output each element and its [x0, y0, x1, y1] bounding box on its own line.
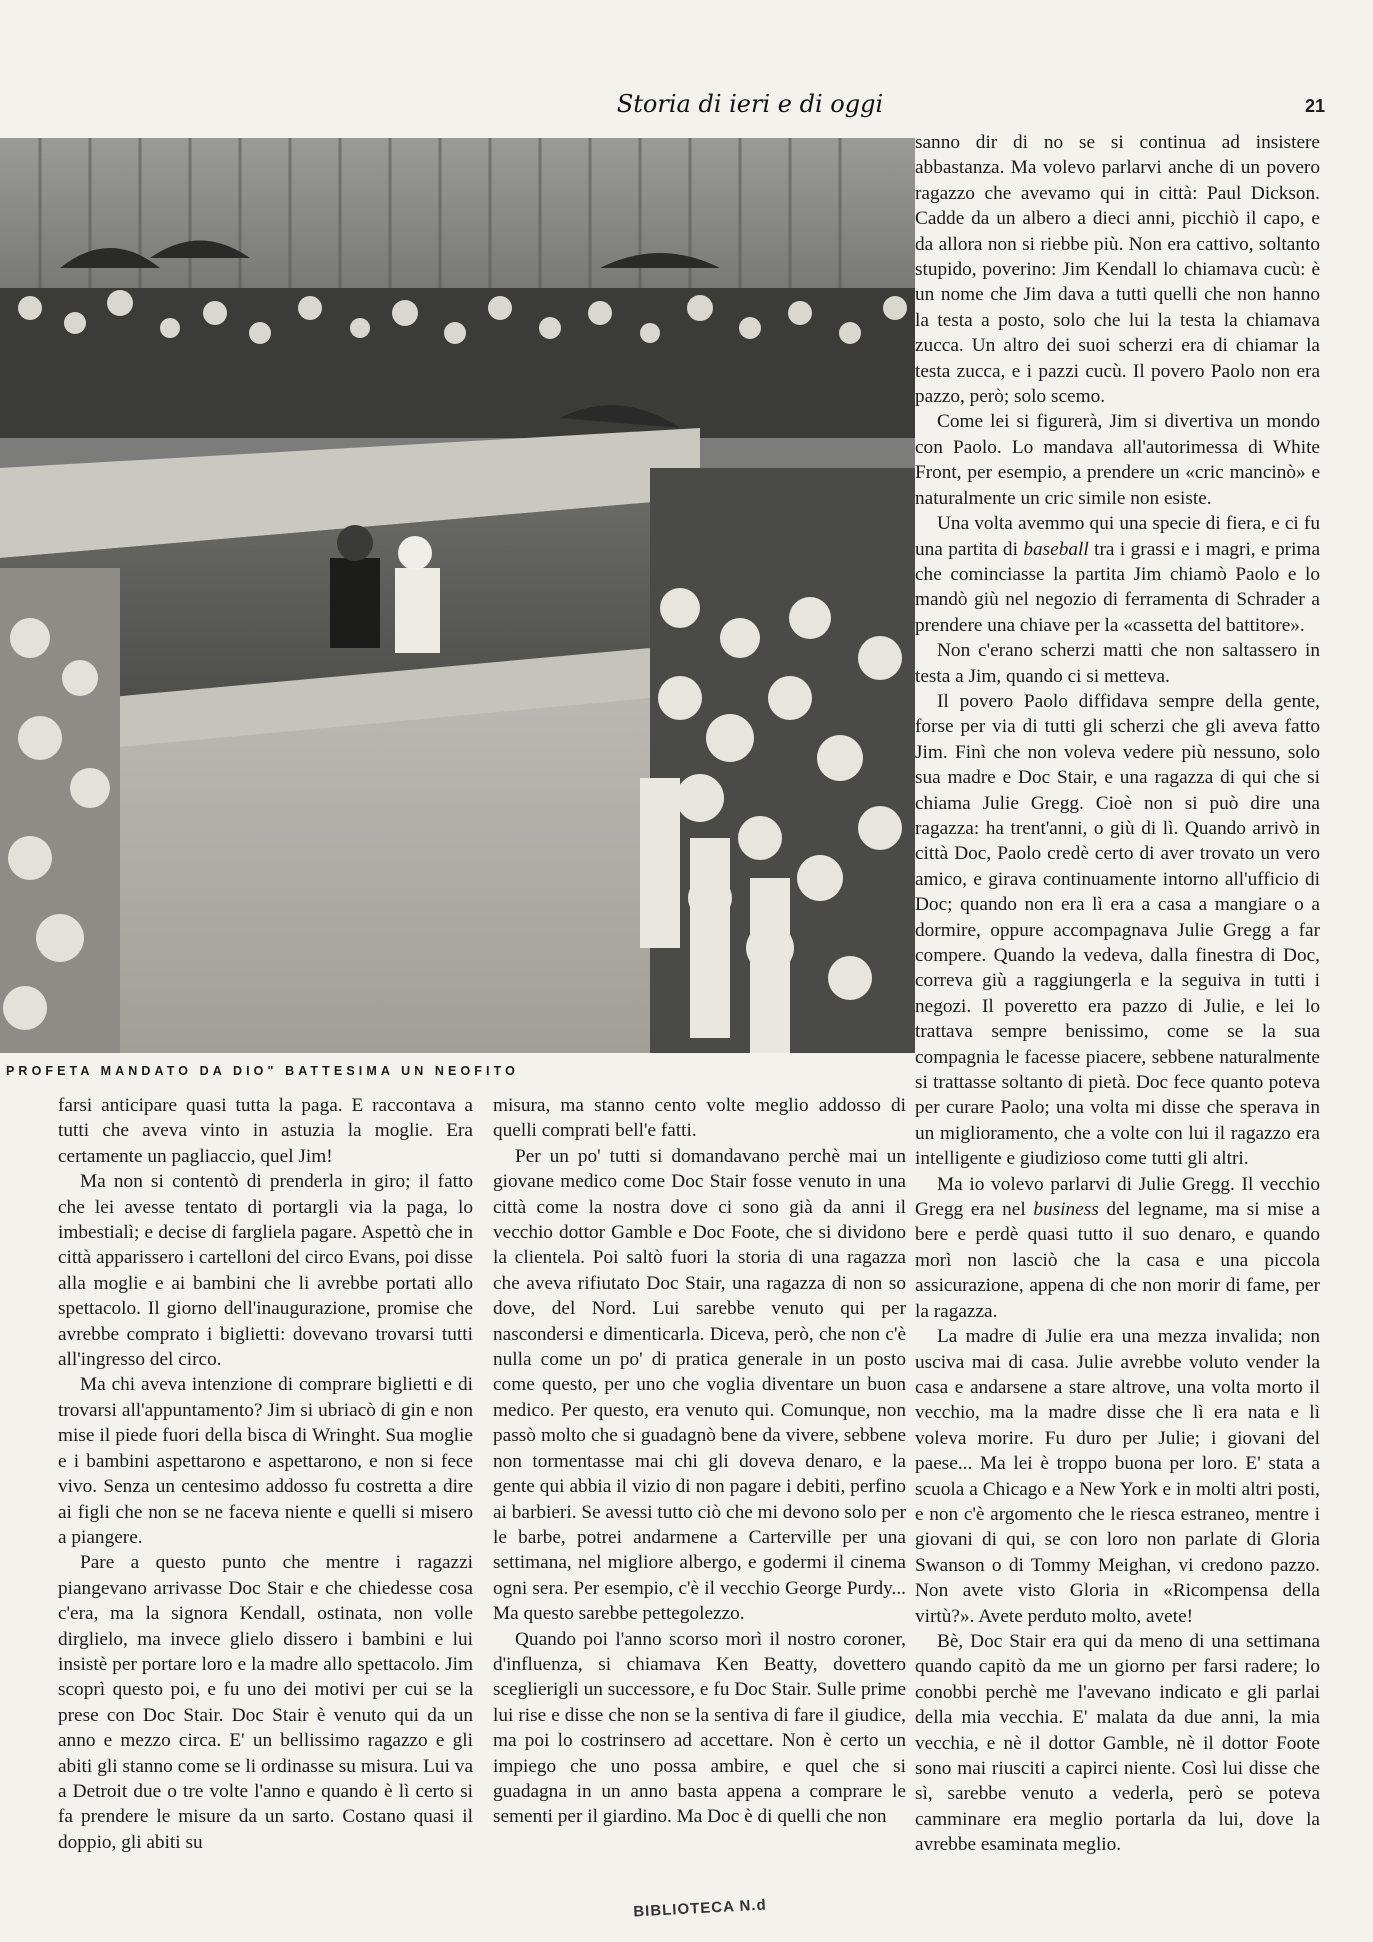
paragraph: Il povero Paolo diffidava sempre della gente, forse per via di tutti gli scherzi che gli aveva fatto Jim. Finì che non voleva vedere più nessuno, solo sua madre e Doc Stair, e una ragazza di qui che si chiama Julie Gregg. Cioè non si può dire una ragazza: ha trent'anni, o giù di lì. Quando arrivò in città Doc, Paolo credè certo di aver trovato un vero amico, e girava continuamente intorno all'ufficio di Doc; quando non era lì era a casa a mangiare o a dormire, oppure accompagnava Julie Gregg a far compere. Quando la vedeva, dalla finestra di Doc, correva giù a raggiungerla e la seguiva in tutti i negozi. Il poveretto era pazzo di Julie, e lei lo trattava sempre benissimo, come se la sua compagnia le facesse piacere, sebbene naturalmente si trattasse soltanto di pietà. Doc fece quanto poteva per curare Paolo; una volta mi disse che sperava in un miglioramento, che a volte con lui il ragazzo era intelligente e giudizioso come tutti gli altri. — [915, 690, 1320, 1170]
paragraph: Come lei si figurerà, Jim si divertiva un mondo con Paolo. Lo mandava all'autorimessa di White Front, per esempio, a prendere un «cric mancinò» e naturalmente un cric simile non esiste. — [915, 411, 1320, 509]
paragraph-text: tra i grassi e i magri, e prima che cominciasse la partita Jim chiamò Paolo e lo mandò giù nel negozio di ferramenta di Schrader a prendere una chiave per la «cassetta del battitore». — [915, 538, 1321, 636]
library-stamp: BIBLIOTECA N.d — [632, 1896, 768, 1921]
paragraph — [915, 511, 1320, 638]
photo-illustration — [0, 138, 915, 1053]
page-number: 21 — [1305, 96, 1326, 116]
paragraph — [915, 1172, 1320, 1324]
paragraph: La madre di Julie era una mezza invalida; non usciva mai di casa. Julie avrebbe voluto vender la casa e andarsene a stare altrove, una volta morto il vecchio, ma la madre disse che lì era nata e lì voleva morire. Fu duro per Julie; i giovani del paese... Ma lei è troppo buona per loro. E' stata a scuola a Chicago e a New York e in molti altri posti, e non c'è argomento che le riesca estraneo, mentre i giovani di qui, se con loro non parlate di Gloria Swanson o di Tommy Meighan, vi credono pazzo. Non avete visto Gloria in «Ricompensa della virtù?». Avete perduto molto, avete! — [915, 1326, 1320, 1627]
text-column-right — [915, 130, 1320, 1858]
paragraph: Per un po' tutti si domandavano perchè mai un giovane medico come Doc Stair fosse venuto in una città come la nostra dove ci sono già da anni il vecchio dottor Gamble e Doc Foote, che si dividono la clientela. Poi saltò fuori la storia di una ragazza che aveva rifiutato Doc Stair, una ragazza di non so dove, del Nord. Lui sarebbe venuto qui per nascondersi e dimenticarla. Diceva, però, che non c'è nulla come un po' di pratica generale in un posto come questo, per uno che voglia diventare un buon medico. Per questo, era venuto qui. Comunque, non passò molto che si guadagnò bene da vivere, sebbene non tormentasse mai chi gli doveva denaro, e la gente qui abbia il vizio di non pagare i debiti, perfino ai barbieri. Se avessi tutto ciò che mi devono solo per le barbe, potrei andarmene a Carterville per una settimana, nel migliore albergo, e godermi il cinema ogni sera. Per esempio, c'è il vecchio George Purdy... Ma questo sarebbe pettegolezzo. — [493, 1145, 906, 1625]
paragraph: Non c'erano scherzi matti che non saltassero in testa a Jim, quando ci si metteva. — [915, 640, 1320, 687]
paragraph-text: Ma io volevo parlarvi di Julie Gregg. Il vecchio Gregg era nel — [915, 1173, 1320, 1221]
baptism-photo — [0, 138, 915, 1053]
italic-term: baseball — [1023, 538, 1089, 560]
paragraph: Ma chi aveva intenzione di comprare biglietti e di trovarsi all'appuntamento? Jim si ubriacò di gin e non mise il piede fuori della bisca di Wringht. Sua moglie e i bambini aspettarono e aspettarono, e non si fece vivo. Senza un centesimo addosso fu costretta a dire ai figli che non se ne faceva niente e quelli si misero a piangere. — [58, 1374, 473, 1548]
paragraph: sanno dir di no se si continua ad insistere abbastanza. Ma volevo parlarvi anche di un povero ragazzo che avevamo qui in città: Paul Dickson. Cadde da un albero a dieci anni, picchiò il capo, e da allora non si riebbe più. Non era cattivo, soltanto stupido, poverino: Jim Kendall lo chiamava cucù: è un nome che Jim dava a tutti quelli che non hanno la testa a posto, solo che lui la testa la chiamava zucca. Un altro dei suoi scherzi era di chiamar la testa zucca, e i pazzi cucù. Il povero Paolo non era pazzo, però; solo scemo. — [915, 132, 1320, 408]
masthead: Storia di ieri e di oggi — [616, 90, 884, 118]
paragraph-text: Una volta avemmo qui una specie di fiera, e ci fu una partita di — [915, 513, 1320, 560]
photo-caption: PROFETA MANDATO DA DIO" BATTESIMA UN NEOFITO — [6, 1064, 519, 1078]
paragraph: misura, ma stanno cento volte meglio addosso di quelli comprati bell'e fatti. — [493, 1095, 906, 1142]
text-column-left — [58, 1093, 473, 1855]
paragraph-text: del legname, ma si mise a bere e perdè quasi tutto il suo denaro, e quando morì non lasciò che la casa e una piccola assicurazione, appena di che non morir di fame, per la ragazza. — [915, 1199, 1320, 1322]
text-column-middle — [493, 1093, 906, 1830]
paragraph: Quando poi l'anno scorso morì il nostro coroner, d'influenza, si chiamava Ken Beatty, dovettero sceglierigli un successore, e fu Doc Stair. Sulle prime lui rise e disse che non se la sentiva di fare il giudice, ma poi lo costrinsero ad accettare. Non è certo un impiego che uno possa ambire, e quel che si guadagna in un anno basta appena a comprare le sementi per il giardino. Ma Doc è di quelli che non — [493, 1628, 906, 1828]
paragraph: farsi anticipare quasi tutta la paga. E raccontava a tutti che aveva vinto in astuzia la moglie. Era certamente un pagliaccio, quel Jim! — [58, 1095, 473, 1167]
paragraph: Ma non si contentò di prenderla in giro; il fatto che lei avesse tentato di portargli via la paga, lo imbestialì; e decise di fargliela pagare. Aspettò che in città apparissero i cartelloni del circo Evans, poi disse alla moglie e ai bambini che li avrebbe portati allo spettacolo. Il giorno dell'inaugurazione, promise che avrebbe comprato i biglietti: dovevano trovarsi tutti all'ingresso del circo. — [58, 1171, 473, 1371]
italic-term: business — [1033, 1199, 1099, 1221]
paragraph: Bè, Doc Stair era qui da meno di una settimana quando capitò da me un giorno per farsi radere; lo conobbi perchè me l'avevano indicato e gli parlai della mia vecchia. E' malata da due anni, la mia vecchia, e nè il dottor Gamble, nè il dottor Foote sono mai riusciti a capirci niente. Così lui disse che sì, sarebbe venuto a vederla, però se poteva camminare era meglio portarla da lui, dove la avrebbe esaminata meglio. — [915, 1630, 1320, 1856]
paragraph: Pare a questo punto che mentre i ragazzi piangevano arrivasse Doc Stair e che chiedesse cosa c'era, ma la signora Kendall, ostinata, non volle dirglielo, ma invece glielo dissero i bambini e lui insistè per portare loro e la madre allo spettacolo. Jim scoprì questo poi, e fu uno dei motivi per cui se la prese con Doc Stair. Doc Stair è venuto qui da un anno e mezzo circa. E' un bellissimo ragazzo e gli abiti gli stanno come se li ordinasse su misura. Lui va a Detroit due o tre volte l'anno e quando è lì certo si fa prendere le misure da un sarto. Costano quasi il doppio, gli abiti su — [58, 1552, 473, 1853]
